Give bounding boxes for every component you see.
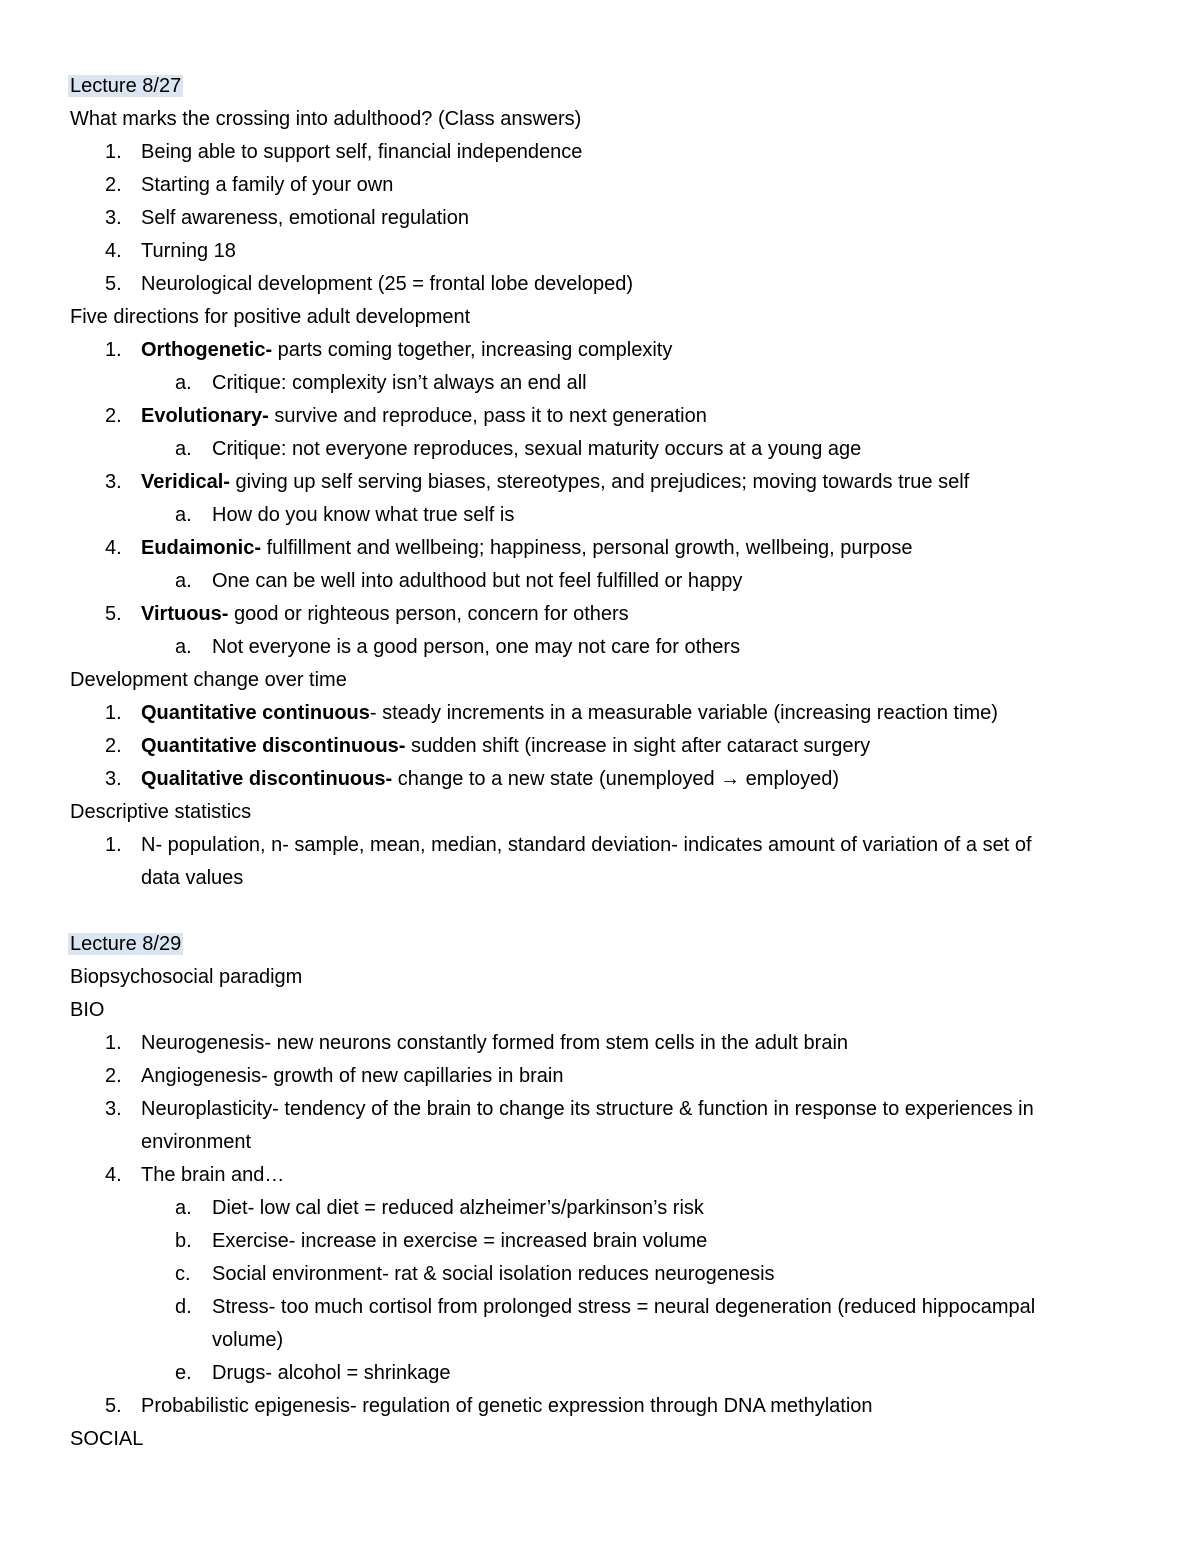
lecture-heading — [70, 928, 1130, 961]
term: Veridical- — [141, 471, 230, 493]
sub-text: Drugs- alcohol = shrinkage — [212, 1362, 451, 1384]
highlighted-heading: Lecture 8/29 — [70, 933, 182, 955]
list-text: Starting a family of your own — [141, 174, 394, 196]
section-title: Descriptive statistics — [70, 801, 252, 823]
list-number: 3. — [105, 1098, 122, 1120]
document-page — [70, 70, 1130, 1456]
sub-item — [70, 499, 1130, 532]
list-text-continuation: environment — [141, 1131, 252, 1153]
list-text-continuation: data values — [141, 867, 244, 889]
sub-letter: d. — [175, 1296, 192, 1318]
section-title: Five directions for positive adult development — [70, 306, 471, 328]
list-number: 1. — [105, 1032, 122, 1054]
list-item — [70, 532, 1130, 565]
list-text: sudden shift (increase in sight after cataract surgery — [405, 735, 871, 757]
sub-letter: a. — [175, 570, 192, 592]
list-item — [70, 136, 1130, 169]
list-text: Turning 18 — [141, 240, 236, 262]
highlighted-heading: Lecture 8/27 — [70, 75, 182, 97]
term: Quantitative discontinuous- — [141, 735, 406, 757]
term: Evolutionary- — [141, 405, 269, 427]
sub-text: Social environment- rat & social isolation reduces neurogenesis — [212, 1263, 775, 1285]
list-item — [70, 1060, 1130, 1093]
list-number: 2. — [105, 1065, 122, 1087]
sub-text: How do you know what true self is — [212, 504, 515, 526]
list-item — [70, 730, 1130, 763]
list-number: 1. — [105, 834, 122, 856]
list-item — [70, 697, 1130, 730]
sub-item — [70, 433, 1130, 466]
sub-text: One can be well into adulthood but not feel fulfilled or happy — [212, 570, 743, 592]
sub-item — [70, 1291, 1130, 1324]
sub-text: Diet- low cal diet = reduced alzheimer’s/parkinson’s risk — [212, 1197, 704, 1219]
section-title: SOCIAL — [70, 1428, 144, 1450]
list-item — [70, 1390, 1130, 1423]
list-text: Neurogenesis- new neurons constantly formed from stem cells in the adult brain — [141, 1032, 849, 1054]
sub-item — [70, 1258, 1130, 1291]
list-number: 5. — [105, 1395, 122, 1417]
sub-letter: a. — [175, 372, 192, 394]
list-text: Neurological development (25 = frontal lobe developed) — [141, 273, 633, 295]
sub-text: Exercise- increase in exercise = increased brain volume — [212, 1230, 708, 1252]
term: Qualitative discontinuous- — [141, 768, 393, 790]
section-title: Development change over time — [70, 669, 347, 691]
list-item — [70, 169, 1130, 202]
section-title: BIO — [70, 999, 105, 1021]
lecture-heading — [70, 70, 1130, 103]
term: Virtuous- — [141, 603, 229, 625]
sub-text: Not everyone is a good person, one may not care for others — [212, 636, 741, 658]
list-text: The brain and… — [141, 1164, 285, 1186]
sub-item — [70, 1192, 1130, 1225]
list-text: good or righteous person, concern for others — [228, 603, 629, 625]
list-number: 5. — [105, 603, 122, 625]
sub-letter: a. — [175, 504, 192, 526]
list-number: 5. — [105, 273, 122, 295]
sub-text: Stress- too much cortisol from prolonged stress = neural degeneration (reduced hippocampal — [212, 1296, 1036, 1318]
list-number: 2. — [105, 735, 122, 757]
list-number: 4. — [105, 537, 122, 559]
list-item — [70, 763, 1130, 796]
sub-item — [70, 565, 1130, 598]
list-item — [70, 598, 1130, 631]
term: Eudaimonic- — [141, 537, 262, 559]
sub-item — [70, 631, 1130, 664]
list-item — [70, 400, 1130, 433]
list-text: Angiogenesis- growth of new capillaries in brain — [141, 1065, 564, 1087]
list-number: 3. — [105, 207, 122, 229]
list-item — [70, 202, 1130, 235]
list-text: change to a new state (unemployed → employed) — [392, 768, 840, 790]
list-text: survive and reproduce, pass it to next generation — [268, 405, 707, 427]
sub-item — [70, 1225, 1130, 1258]
list-item — [70, 1159, 1130, 1192]
sub-letter: a. — [175, 1197, 192, 1219]
list-number: 4. — [105, 240, 122, 262]
list-item — [70, 1093, 1130, 1126]
list-number: 4. — [105, 1164, 122, 1186]
list-number: 1. — [105, 702, 122, 724]
list-text: - steady increments in a measurable variable (increasing reaction time) — [369, 702, 998, 724]
sub-text-continuation: volume) — [212, 1329, 284, 1351]
section-title: Biopsychosocial paradigm — [70, 966, 303, 988]
blank-line — [70, 895, 1130, 928]
sub-letter: e. — [175, 1362, 192, 1384]
sub-item — [70, 1357, 1130, 1390]
sub-letter: c. — [175, 1263, 191, 1285]
list-number: 2. — [105, 174, 122, 196]
section-title: What marks the crossing into adulthood? (Class answers) — [70, 108, 582, 130]
term: Orthogenetic- — [141, 339, 273, 361]
list-number: 3. — [105, 768, 122, 790]
sub-item — [70, 367, 1130, 400]
list-item — [70, 1027, 1130, 1060]
list-text: Neuroplasticity- tendency of the brain to change its structure & function in response to experiences in — [141, 1098, 1034, 1120]
list-number: 3. — [105, 471, 122, 493]
list-item — [70, 829, 1130, 862]
list-text: Probabilistic epigenesis- regulation of genetic expression through DNA methylation — [141, 1395, 873, 1417]
list-text: N- population, n- sample, mean, median, standard deviation- indicates amount of variation of a set of — [141, 834, 1032, 856]
sub-text: Critique: not everyone reproduces, sexual maturity occurs at a young age — [212, 438, 862, 460]
term: Quantitative continuous — [141, 702, 370, 724]
list-number: 2. — [105, 405, 122, 427]
list-text: giving up self serving biases, stereotypes, and prejudices; moving towards true self — [229, 471, 970, 493]
sub-letter: a. — [175, 438, 192, 460]
list-number: 1. — [105, 141, 122, 163]
sub-letter: a. — [175, 636, 192, 658]
list-text: parts coming together, increasing complexity — [272, 339, 673, 361]
list-item — [70, 334, 1130, 367]
list-item — [70, 268, 1130, 301]
list-item — [70, 235, 1130, 268]
list-text: Being able to support self, financial independence — [141, 141, 583, 163]
sub-text: Critique: complexity isn’t always an end all — [212, 372, 587, 394]
list-text: fulfillment and wellbeing; happiness, personal growth, wellbeing, purpose — [261, 537, 913, 559]
list-text: Self awareness, emotional regulation — [141, 207, 469, 229]
list-item — [70, 466, 1130, 499]
sub-letter: b. — [175, 1230, 192, 1252]
list-number: 1. — [105, 339, 122, 361]
